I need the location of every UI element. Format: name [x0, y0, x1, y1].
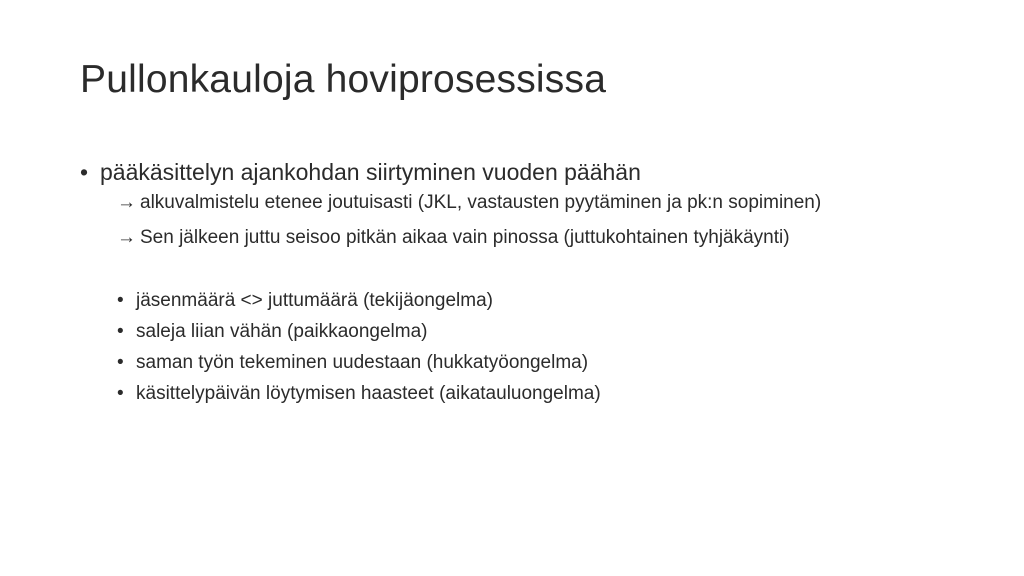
bullet-icon: • [117, 321, 124, 342]
arrow-item-text: alkuvalmistelu etenee joutuisasti (JKL, vastausten pyytäminen ja pk:n sopiminen) [140, 192, 822, 213]
sub-bullet-text: saleja liian vähän (paikkaongelma) [136, 321, 428, 342]
slide-title: Pullonkauloja hoviprosessissa [80, 58, 607, 101]
bullet-icon: • [117, 352, 124, 373]
sub-bullet-item [117, 347, 950, 378]
sub-bullet-text: jäsenmäärä <> juttumäärä (tekijäongelma) [136, 290, 493, 311]
sub-bullet-text: käsittelypäivän löytymisen haasteet (aikatauluongelma) [136, 383, 601, 404]
main-bullet-item [80, 155, 950, 189]
arrow-right-icon: → [117, 192, 136, 213]
spacer [80, 251, 950, 285]
bullet-icon: • [117, 383, 124, 404]
arrow-right-icon: → [117, 227, 136, 248]
sub-bullet-text: saman työn tekeminen uudestaan (hukkatyöongelma) [136, 352, 589, 373]
sub-bullet-item [117, 316, 950, 347]
bullet-icon: • [80, 159, 89, 185]
arrow-item [117, 189, 837, 216]
slide-body [80, 155, 950, 409]
bullet-icon: • [117, 290, 124, 311]
main-bullet-text: pääkäsittelyn ajankohdan siirtyminen vuoden päähän [100, 159, 641, 185]
sub-bullet-item [117, 378, 950, 409]
arrow-item-text: Sen jälkeen juttu seisoo pitkän aikaa vain pinossa (juttukohtainen tyhjäkäynti) [140, 227, 790, 248]
arrow-item [117, 224, 837, 251]
sub-bullet-item [117, 285, 950, 316]
